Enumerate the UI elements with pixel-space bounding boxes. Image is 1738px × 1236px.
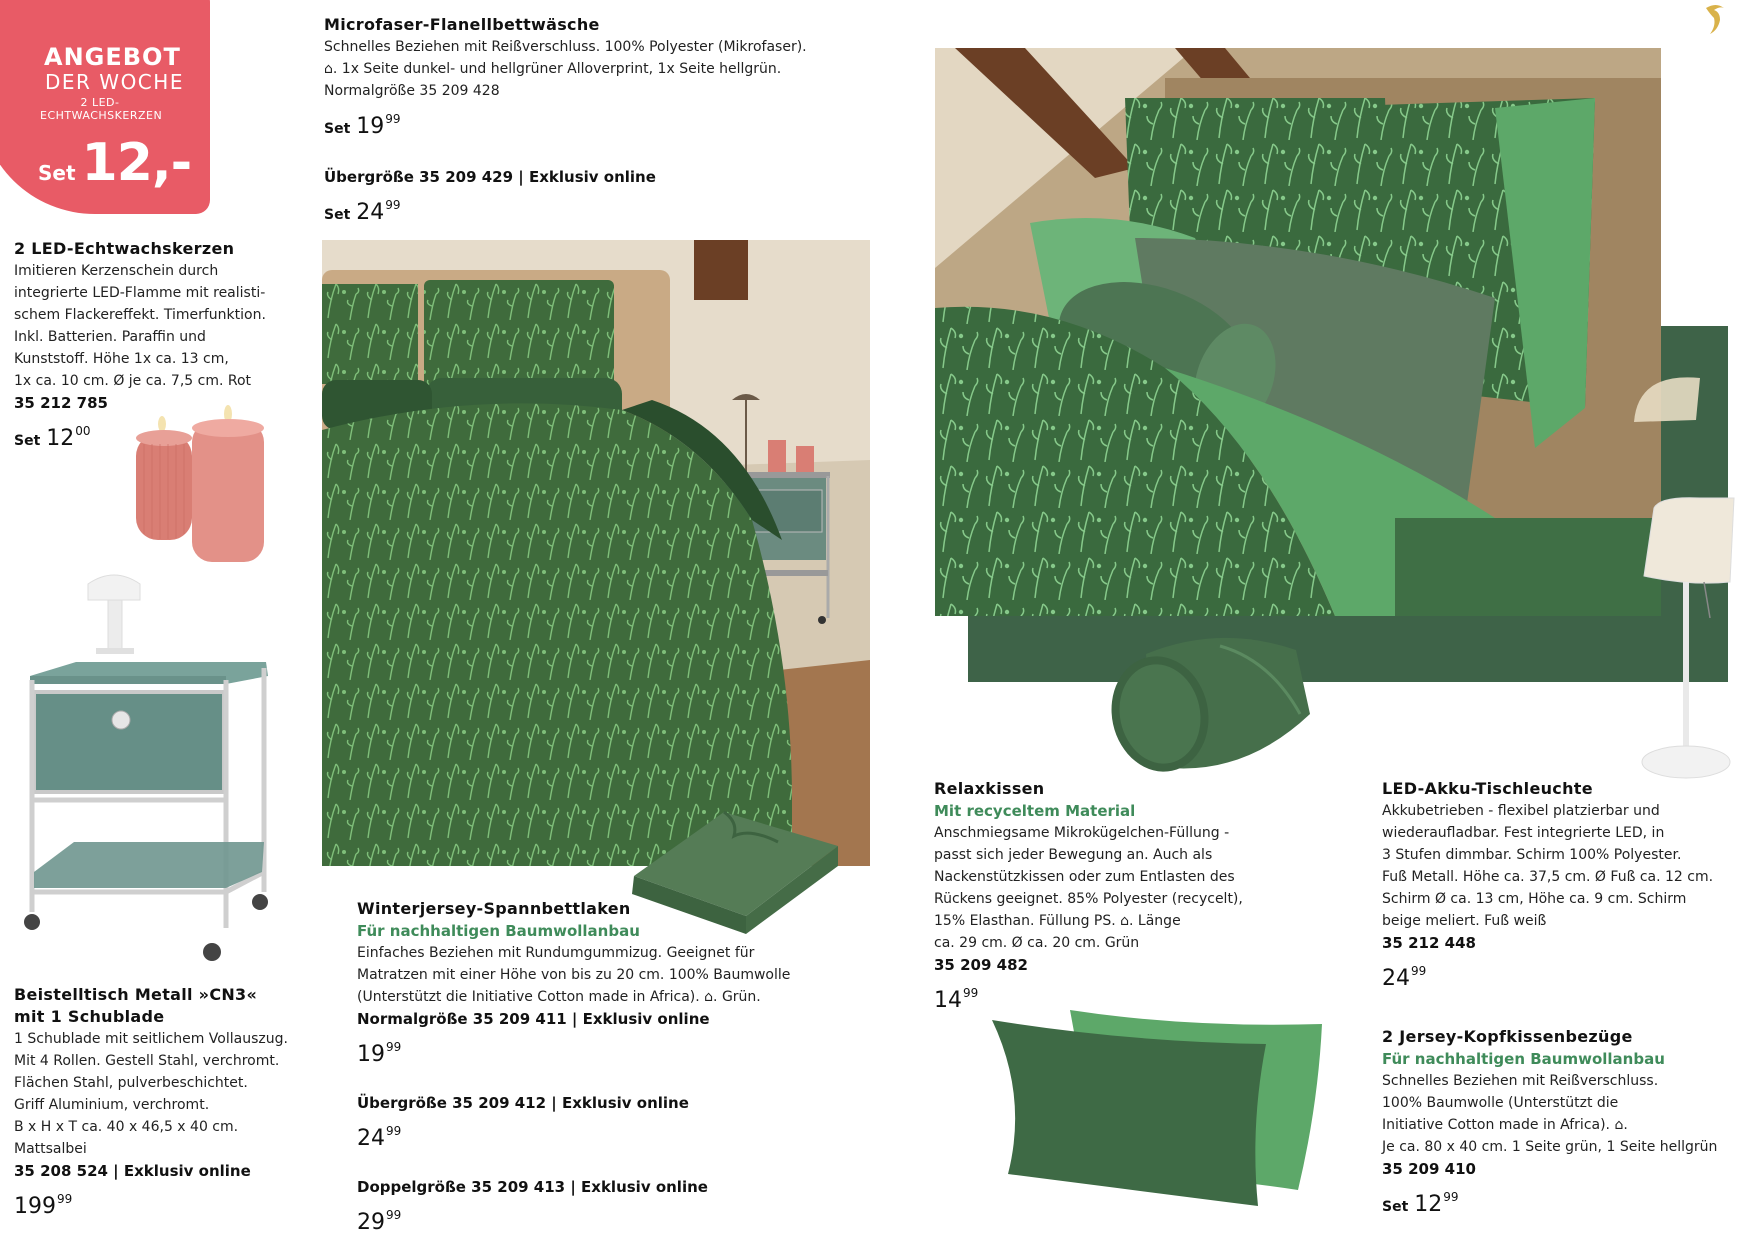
lamp-price: $24^{99}$: [1382, 964, 1427, 991]
bedroom-photo-left: [322, 240, 870, 866]
pillowcases-title: 2 Jersey-Kopfkissenbezüge: [1382, 1027, 1633, 1046]
flannel-description: Schnelles Beziehen mit Reißverschluss. 100% Polyester (Mikrofaser). ⌂. 1x Seite dunkel- und hellgrüner Alloverprint, 1x Seite hellgrün. Normalgröße 35 209 428: [324, 39, 807, 99]
side-table-article-number: 35 208 524 | Exklusiv online: [14, 1162, 251, 1180]
lamp-block: [1382, 778, 1732, 992]
flannel-size-oversize: Übergröße 35 209 429 | Exklusiv online: [324, 168, 656, 186]
pillowcases-block: [1382, 1026, 1732, 1220]
candles-description: Imitieren Kerzenschein durch integrierte LED-Flamme mit realisti- schem Flackereffekt. Timerfunktion. Inkl. Batterien. Paraffin und Kunststoff. Höhe 1x ca. 13 cm, 1x ca. 10 cm. Ø je ca. 7,5 cm. Rot: [14, 263, 266, 389]
jersey-sheet-subtitle: Für nachhaltigen Baumwollanbau: [357, 922, 640, 940]
jersey-sheet-price-oversize: $24^{99}$: [357, 1124, 402, 1151]
jersey-sheet-block: [357, 898, 837, 1236]
relax-price: $14^{99}$: [934, 986, 979, 1013]
candles-article-number: 35 212 785: [14, 394, 108, 412]
offer-badge: [0, 0, 210, 214]
jersey-sheet-description: Einfaches Beziehen mit Rundumgummizug. Geeignet für Matratzen mit einer Höhe von bis zu 20 cm. 100% Baumwolle (Unterstützt die Initiative Cotton made in Africa). ⌂. Grün.: [357, 945, 791, 1005]
candles-title: 2 LED-Echtwachskerzen: [14, 239, 235, 258]
badge-product: 2 LED- ECHTWACHSKERZEN: [40, 96, 163, 122]
relax-cushion-image: [1100, 630, 1322, 778]
candles-price: Set $12^{00}$: [14, 424, 91, 451]
table-lamp-image: [1630, 372, 1734, 784]
flannel-title: Microfaser-Flanellbettwäsche: [324, 15, 600, 34]
jersey-sheet-size-normal: Normalgröße 35 209 411 | Exklusiv online: [357, 1010, 710, 1028]
side-table-description: 1 Schublade mit seitlichem Vollauszug. Mit 4 Rollen. Gestell Stahl, verchromt. Flächen Stahl, pulverbeschichtet. Griff Aluminium, verchromt. B x H x T ca. 40 x 46,5 x 40 cm. Mattsalbei: [14, 1031, 288, 1157]
jersey-sheet-price-double: $29^{99}$: [357, 1208, 402, 1235]
side-table-block: [14, 984, 314, 1220]
badge-price: Set 12,-: [38, 133, 192, 193]
pillowcases-description: Schnelles Beziehen mit Reißverschluss. 100% Baumwolle (Unterstützt die Initiative Cotton made in Africa). ⌂. Je ca. 80 x 40 cm. 1 Seite grün, 1 Seite hellgrün: [1382, 1073, 1718, 1155]
relax-subtitle: Mit recyceltem Material: [934, 802, 1136, 820]
side-table-image: [16, 572, 276, 962]
badge-line-1: ANGEBOT: [44, 43, 181, 71]
jersey-sheet-size-double: Doppelgröße 35 209 413 | Exklusiv online: [357, 1178, 708, 1196]
relax-article-number: 35 209 482: [934, 956, 1028, 974]
pillowcases-article-number: 35 209 410: [1382, 1160, 1476, 1178]
jersey-sheet-price-normal: $19^{99}$: [357, 1040, 402, 1067]
flannel-price-normal: Set $19^{99}$: [324, 112, 401, 139]
lamp-article-number: 35 212 448: [1382, 934, 1476, 952]
lamp-title: LED-Akku-Tischleuchte: [1382, 779, 1593, 798]
side-table-title-2: mit 1 Schublade: [14, 1007, 165, 1026]
badge-line-2: DER WOCHE: [45, 70, 184, 94]
bedroom-photo-right: [935, 48, 1661, 616]
lamp-description: Akkubetrieben - flexibel platzierbar und wiederaufladbar. Fest integrierte LED, in 3 Stufen dimmbar. Schirm 100% Polyester. Fuß Metall. Höhe ca. 37,5 cm. Ø Fuß ca. 12 cm. Schirm Ø ca. 13 cm, Höhe ca. 9 cm. Schirm beige meliert. Fuß weiß: [1382, 803, 1714, 929]
pillowcases-subtitle: Für nachhaltigen Baumwollanbau: [1382, 1050, 1665, 1068]
flannel-block: [324, 14, 844, 228]
flannel-price-oversize: Set $24^{99}$: [324, 198, 401, 225]
pillowcases-price: Set $12^{99}$: [1382, 1190, 1459, 1217]
relax-block: [934, 778, 1294, 1014]
pillowcases-image: [988, 1006, 1328, 1206]
jersey-sheet-title: Winterjersey-Spannbettlaken: [357, 899, 631, 918]
side-table-title-1: Beistelltisch Metall »CN3«: [14, 985, 258, 1004]
side-table-price: $199^{99}$: [14, 1192, 73, 1219]
relax-title: Relaxkissen: [934, 779, 1045, 798]
relax-description: Anschmiegsame Mikrokügelchen-Füllung - passt sich jeder Bewegung an. Auch als Nackenstützkissen oder zum Entlasten des Rückens geeignet. 85% Polyester (recycelt), 15% Elasthan. Füllung PS. ⌂. Länge ca. 29 cm. Ø ca. 20 cm. Grün: [934, 825, 1243, 951]
brand-logo-icon: [1700, 0, 1730, 40]
candles-image: [130, 404, 270, 564]
jersey-sheet-size-oversize: Übergröße 35 209 412 | Exklusiv online: [357, 1094, 689, 1112]
